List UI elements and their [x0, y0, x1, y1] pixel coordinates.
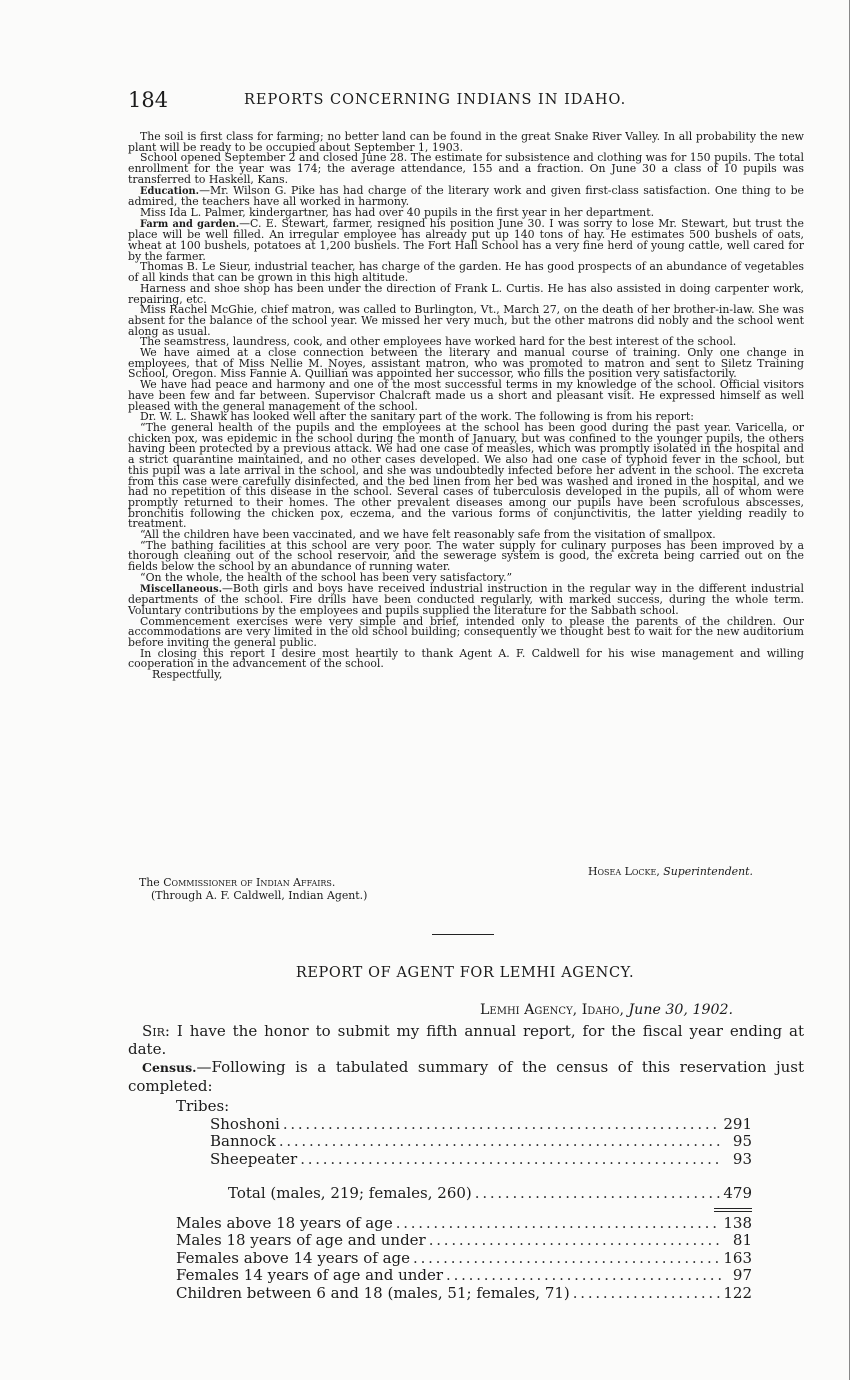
paragraph: Miss Rachel McGhie, chief matron, was called to Burlington, Vt., March 27, on the death of her brother-in-law. She was absent for the balance of the school year. We missed her very much, but the other matrons did nobly and the school went along as usual. [128, 303, 804, 338]
report-title: REPORT OF AGENT FOR LEMHI AGENCY. [295, 965, 635, 981]
paragraph: Dr. W. L. Shawk has looked well after the sanitary part of the work. The following is from his report: [140, 410, 694, 424]
paragraph: The soil is first class for farming; no better land can be found in the great Snake River Valley. In all probability the new plant will be ready to be occupied about September 1, 1903. [128, 130, 804, 154]
addressee-name: Commissioner of Indian Affairs. [163, 876, 336, 889]
dateline-date: June 30, 1902. [628, 1002, 734, 1018]
table-row: Sheepeater . . . 93 [176, 1151, 752, 1169]
quoted-paragraph: “The general health of the pupils and the employees at the school has been good during the past year. Varicella, or chicken pox, was epidemic in the school during the month of January, but was confined to the younger pupils, the others having been protected by a previous attack. We had one case of measles, which was promptly isolated in the hospital and a strict quarantine maintained, and no other cases developed. We also had one case of typhoid fever in the school, but this pupil was a late arrival in the school, and she was undoubtedly infected before her advent in the school. The excreta from this case were carefully disinfected, and the bed linen from her bed was washed and ironed in the hospital, and we had no repetition of this disease in the school. Several cases of tuberculosis developed in the pupils, all of whom were promptly returned to their homes. The other prevalent diseases among our pupils have been scrofulous abscesses, bronchitis following the chicken pox, eczema, and the various forms of conjunctivitis, the latter yielding readily to treatment. [128, 420, 804, 531]
running-head: REPORTS CONCERNING INDIANS IN IDAHO. [244, 92, 627, 108]
section-heading-miscellaneous: Miscellaneous. [140, 583, 223, 595]
report-intro [128, 1022, 804, 1095]
table-row: Females 14 years of age and under . . . 97 [176, 1267, 752, 1285]
total-double-rule [714, 1208, 752, 1212]
closing: Respectfully, [152, 668, 223, 682]
paragraph: Miss Ida L. Palmer, kindergartner, has had over 40 pupils in the first year in her department. [140, 205, 655, 219]
table-row: Shoshoni . . . 291 [176, 1116, 752, 1134]
paragraph: In closing this report I desire most heartily to thank Agent A. F. Caldwell for his wise management and willing cooperation in the advancement of the school. [128, 646, 804, 671]
table-row: Females above 14 years of age . . . 163 [176, 1250, 752, 1268]
table-row: Children between 6 and 18 (males, 51; females, 71) . . . 122 [176, 1285, 752, 1303]
table-row: Bannock . . . 95 [176, 1133, 752, 1151]
section-heading-farm: Farm and garden. [140, 218, 240, 230]
paragraph: The seamstress, laundress, cook, and other employees have worked hard for the best interest of the school. [140, 335, 737, 349]
quoted-paragraph: “On the whole, the health of the school has been very satisfactory.” [140, 570, 513, 584]
paragraph: Harness and shoe shop has been under the direction of Frank L. Curtis. He has also assisted in doing carpenter work, repairing, etc. [128, 281, 804, 306]
paragraph: We have had peace and harmony and one of the most successful terms in my knowledge of the school. Official visitors have been few and far between. Supervisor Chalcraft made us a short and pleasant visit. He expressed himself as well pleased with the general management of the school. [128, 378, 804, 413]
paragraph [128, 216, 804, 263]
school-report-body [128, 132, 804, 681]
paragraph: Thomas B. Le Sieur, industrial teacher, has charge of the garden. He has good prospects of an abundance of vegetables of all kinds that can be grown in this high altitude. [128, 260, 804, 285]
salutation: Sir: [142, 1022, 170, 1040]
quoted-paragraph: “All the children have been vaccinated, and we have felt reasonably safe from the visitation of smallpox. [140, 528, 716, 542]
paragraph-text: —Mr. Wilson G. Pike has had charge of the literary work and given first-class satisfaction. One thing to be admired, the teachers have all worked in harmony. [128, 183, 804, 209]
table-row: Males above 18 years of age . . . 138 [176, 1215, 752, 1233]
total-row: Total (males, 219; females, 260) . . . 479 [176, 1185, 752, 1203]
paragraph-text: —Both girls and boys have received industrial instruction in the regular way in the different industrial departments of the school. Fire drills have been conducted regularly, with marked success, during the whole term. Voluntary contributions by the employees and pupils supplied the literature for the Sabbath school. [128, 581, 804, 617]
tribes-label: Tribes: [176, 1097, 230, 1115]
addressee: The Commissioner of Indian Affairs. (Through A. F. Caldwell, Indian Agent.) [139, 876, 368, 902]
signature-title: Superintendent. [663, 865, 753, 878]
intro-text: I have the honor to submit my fifth annual report, for the fiscal year ending at date. [128, 1022, 804, 1058]
dateline [480, 1002, 733, 1018]
census-table [176, 1098, 752, 1302]
page-number: 184 [128, 88, 169, 112]
paragraph [128, 581, 804, 617]
signature: Hosea Locke, Superintendent. [588, 865, 753, 878]
paragraph: Commencement exercises were very simple and brief, intended only to please the parents of the children. Our accommodations are very limited in the old school building; consequently we thought best to wait for the new auditorium before inviting the general public. [128, 614, 804, 650]
signature-name: Hosea Locke [588, 865, 657, 878]
paragraph: We have aimed at a close connection between the literary and manual course of training. Only one change in employees, that of Miss Nellie M. Noyes, assistant matron, who was promoted to matron and sent to Siletz Training School, Oregon. Miss Fannie A. Quillian was appointed her successor, who fills the position very satisfactorily. [128, 346, 804, 381]
section-heading-education: Education. [140, 185, 200, 197]
census-intro: —Following is a tabulated summary of the census of this reservation just completed: [128, 1058, 804, 1095]
section-heading-census: Census. [142, 1060, 197, 1075]
addressee-through: (Through A. F. Caldwell, Indian Agent.) [151, 888, 368, 902]
paragraph: School opened September 2 and closed June 28. The estimate for subsistence and clothing was for 150 pupils. The total enrollment for the year was 174; the average attendance, 155 and a fraction. On June 30 a class of 10 pupils was transferred to Haskell, Kans. [128, 151, 804, 186]
section-divider [432, 934, 494, 935]
quoted-paragraph: “The bathing facilities at this school are very poor. The water supply for culinary purposes has been improved by a thorough cleaning out of the school reservoir, and the sewerage system is good, the excreta being carried out on the fields below the school by an abundance of running water. [128, 538, 804, 574]
dateline-place: Lemhi Agency, Idaho, [480, 1002, 624, 1018]
table-row: Males 18 years of age and under . . . 81 [176, 1232, 752, 1250]
paragraph [128, 183, 804, 209]
page-header [128, 88, 808, 114]
paragraph-text: —C. E. Stewart, farmer, resigned his position June 30. I was sorry to lose Mr. Stewart, but trust the place will be well filled. An irregular employee has already put up 140 tons of hay. He estimates 500 bushels of oats, wheat at 100 bushels, potatoes at 1,200 bushels. The Fort Hall School has a very fine herd of young cattle, well cared for by the farmer. [128, 216, 804, 263]
